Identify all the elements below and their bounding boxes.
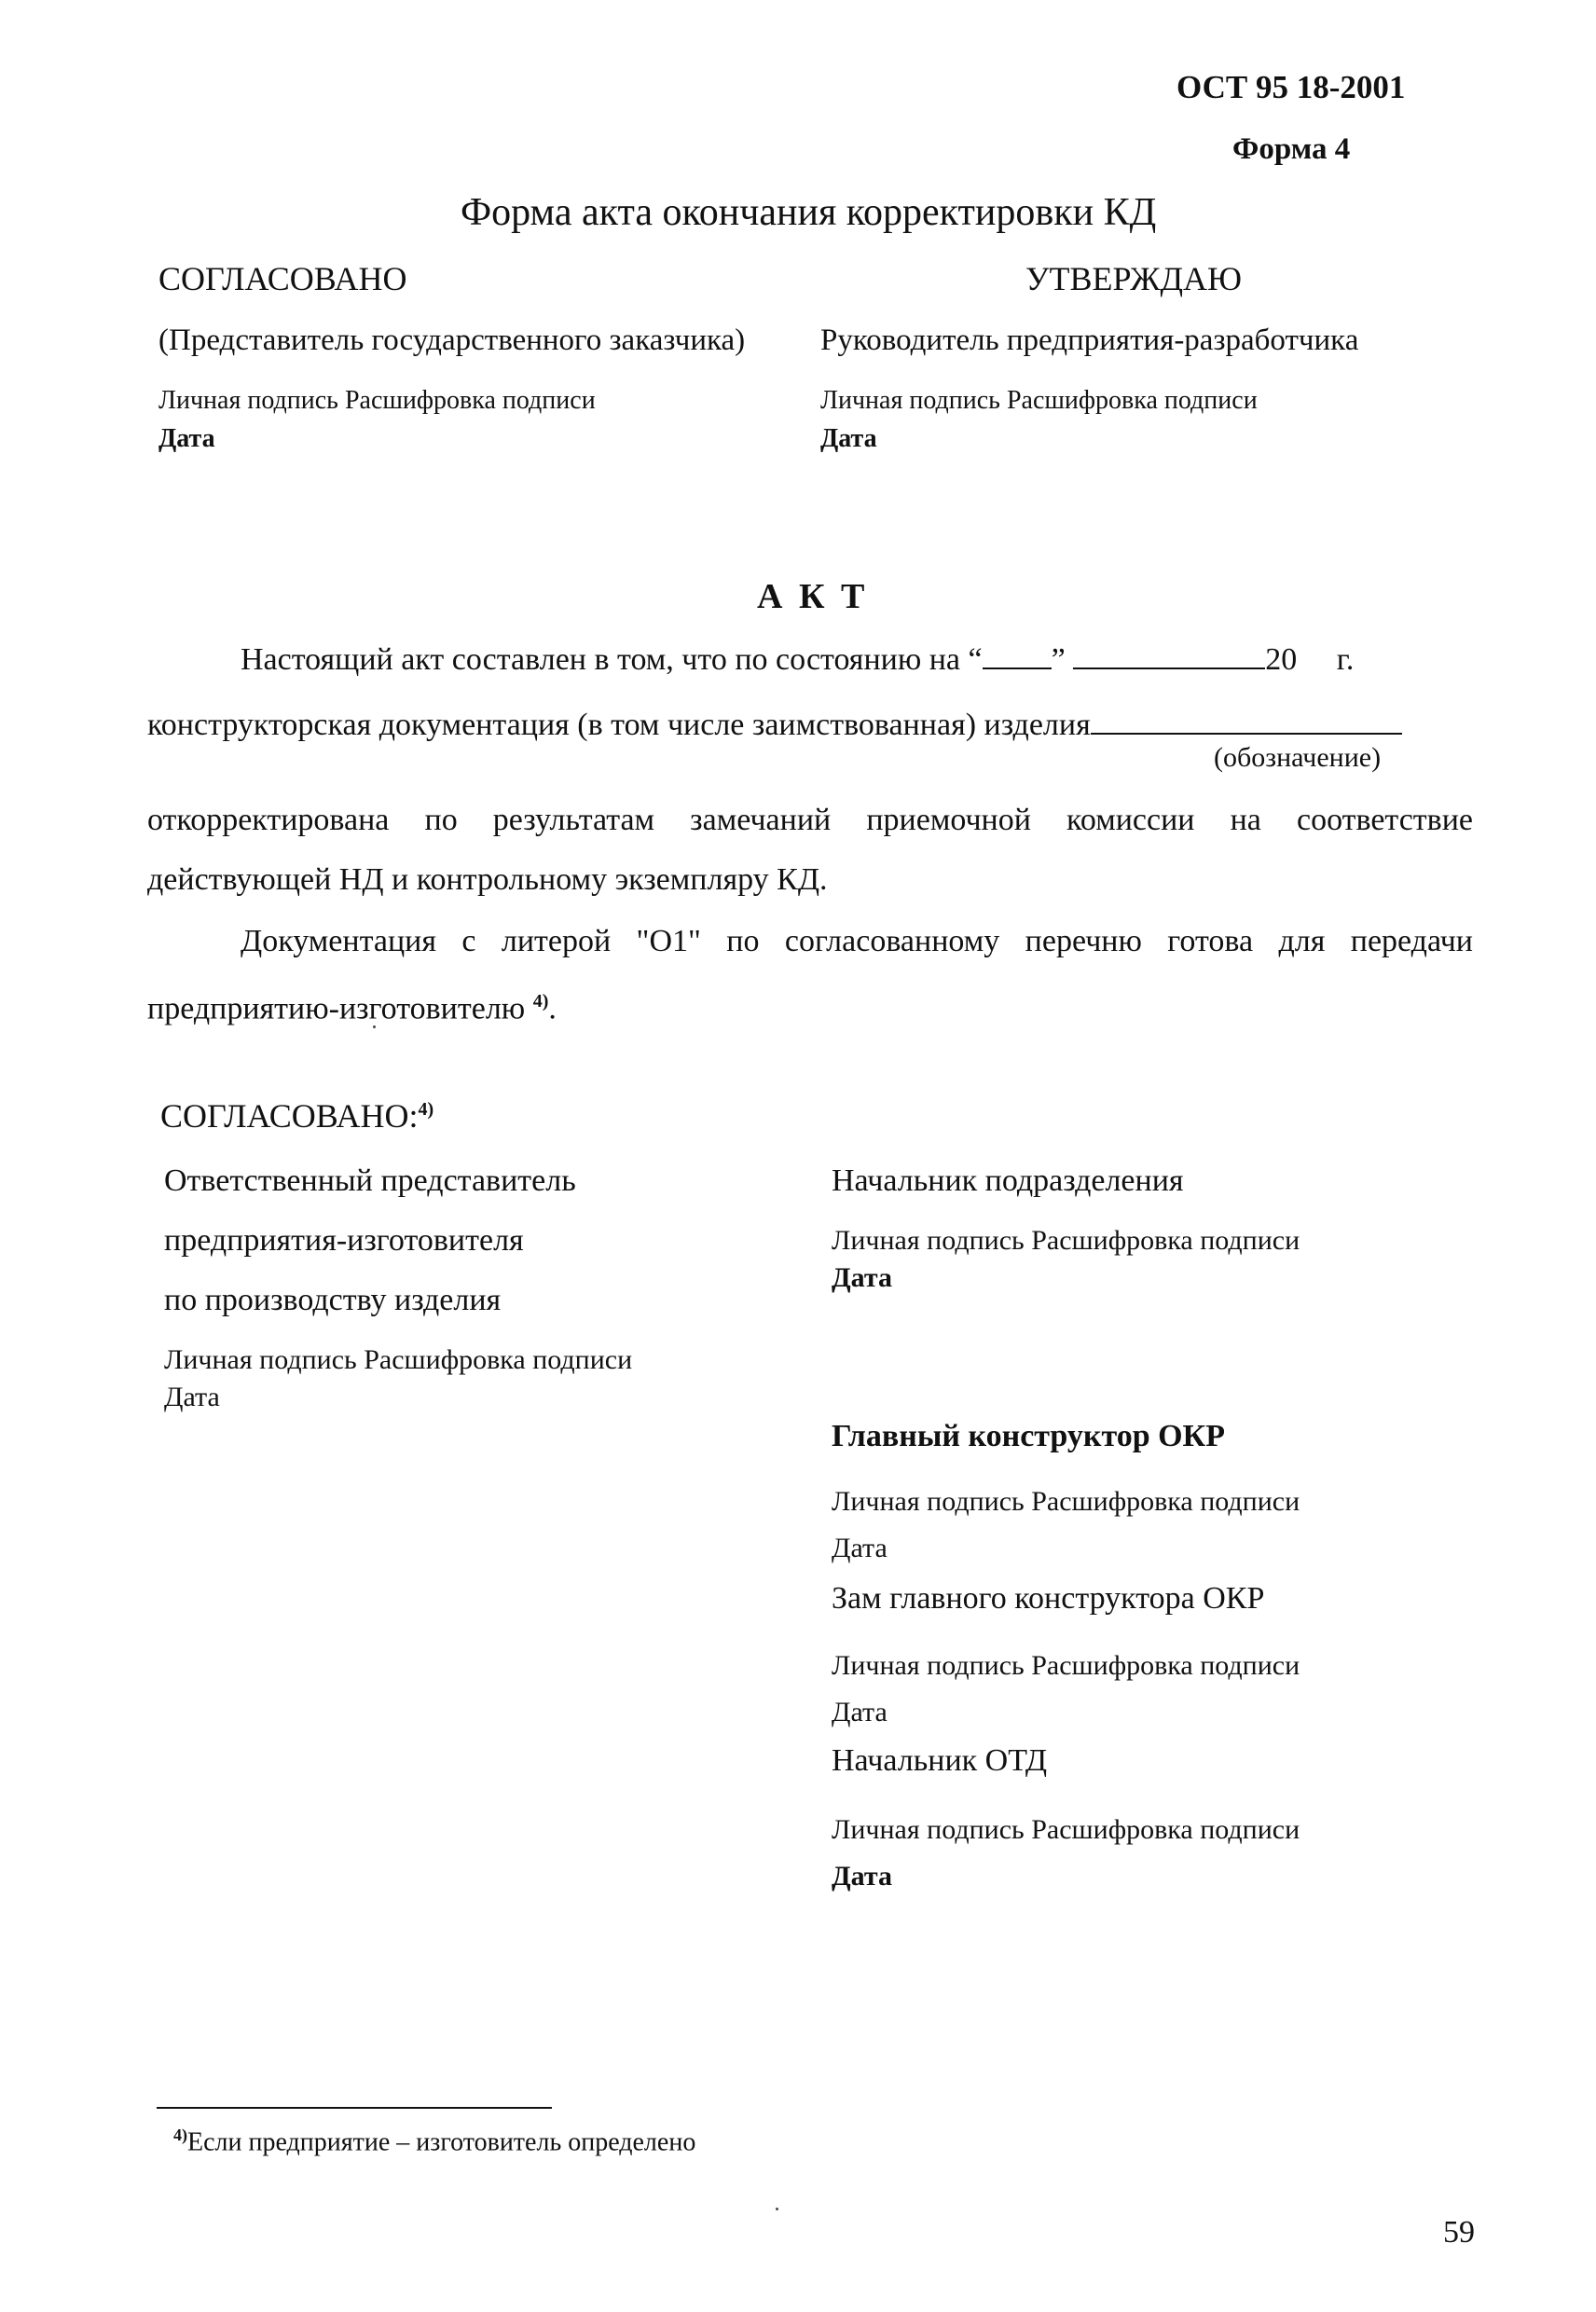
agreed-footnote-mark: 4) <box>418 1099 434 1120</box>
agreed-right-date-1: Дата <box>832 1262 892 1293</box>
page-number: 59 <box>1443 2215 1475 2250</box>
act-line-2 <box>147 705 1402 743</box>
act-paragraph-2-line-2-wrap <box>147 971 1473 1039</box>
form-number: Форма 4 <box>1232 132 1351 166</box>
footnote <box>173 2126 695 2157</box>
standard-code: ОСТ 95 18-2001 <box>1176 69 1406 105</box>
agreed-right-role-4: Начальник ОТД <box>832 1743 1048 1778</box>
approval-right-signature: Личная подпись Расшифровка подписи <box>820 386 1258 415</box>
footnote-mark: 4) <box>173 2126 187 2144</box>
act-line-1-year: 20 <box>1265 642 1298 677</box>
designation-blank <box>1091 705 1402 735</box>
agreed-right-date-3: Дата <box>832 1697 887 1727</box>
act-heading: А К Т <box>757 577 869 616</box>
approval-left-heading: СОГЛАСОВАНО <box>158 260 407 297</box>
agreed-right-signature-1: Личная подпись Расшифровка подписи <box>832 1225 1300 1256</box>
act-line-1-quote: ” <box>1051 642 1066 677</box>
act-paragraph-2-line-1: Документация с литерой "О1" по согласованному перечню готова для передачи <box>241 924 1473 958</box>
act-paragraph-2-line-2: предприятию-изготовителю <box>147 991 526 1026</box>
approval-right-date: Дата <box>820 424 877 453</box>
designation-note: (обозначение) <box>1214 742 1382 773</box>
agreed-right-role-1: Начальник подразделения <box>832 1163 1184 1198</box>
agreed-left-signature: Личная подпись Расшифровка подписи <box>164 1344 633 1375</box>
agreed-right-signature-4: Личная подпись Расшифровка подписи <box>832 1814 1300 1845</box>
act-line-1 <box>241 640 1354 678</box>
act-paragraph-2-end: . <box>548 991 557 1026</box>
agreed-left-role-line-1: Ответственный представитель <box>164 1163 576 1198</box>
approval-left-signature: Личная подпись Расшифровка подписи <box>158 386 596 415</box>
page-title: Форма акта окончания корректировки КД <box>461 191 1157 234</box>
scan-speck <box>776 2208 778 2210</box>
act-line-1-suffix: г. <box>1336 642 1355 677</box>
agreed-heading-text: СОГЛАСОВАНО: <box>160 1097 419 1135</box>
act-paragraph-1-line-2: действующей НД и контрольному экземпляру КД. <box>147 862 828 897</box>
scan-speck <box>373 1025 376 1028</box>
agreed-heading <box>160 1096 433 1135</box>
approval-right-role: Руководитель предприятия-разработчика <box>820 323 1359 357</box>
agreed-right-role-2: Главный конструктор ОКР <box>832 1419 1225 1453</box>
approval-right-heading: УТВЕРЖДАЮ <box>1025 260 1243 297</box>
act-paragraph-1 <box>147 791 1473 910</box>
agreed-right-date-2: Дата <box>832 1533 887 1563</box>
agreed-left-role-line-2: предприятия-изготовителя <box>164 1223 524 1258</box>
act-line-1-prefix: Настоящий акт составлен в том, что по состоянию на “ <box>241 642 983 677</box>
agreed-right-signature-2: Личная подпись Расшифровка подписи <box>832 1486 1300 1517</box>
day-blank <box>983 640 1052 669</box>
footnote-rule <box>157 2107 552 2109</box>
approval-left-date: Дата <box>158 424 215 453</box>
agreed-left-role-line-3: по производству изделия <box>164 1283 502 1317</box>
act-paragraph-1-line-1: откорректирована по результатам замечаний приемочной комиссии на соответствие <box>147 803 1473 837</box>
agreed-right-date-4: Дата <box>832 1861 892 1892</box>
act-paragraph-2 <box>147 912 1473 1039</box>
footnote-text: Если предприятие – изготовитель определено <box>187 2127 696 2157</box>
agreed-left-date: Дата <box>164 1382 220 1412</box>
month-blank <box>1073 640 1265 669</box>
act-line-2-text: конструкторская документация (в том числе заимствованная) изделия <box>147 708 1091 742</box>
agreed-right-role-3: Зам главного конструктора ОКР <box>832 1581 1265 1616</box>
agreed-right-signature-3: Личная подпись Расшифровка подписи <box>832 1650 1300 1681</box>
approval-left-role: (Представитель государственного заказчика) <box>158 323 746 357</box>
act-footnote-mark: 4) <box>532 991 549 1012</box>
